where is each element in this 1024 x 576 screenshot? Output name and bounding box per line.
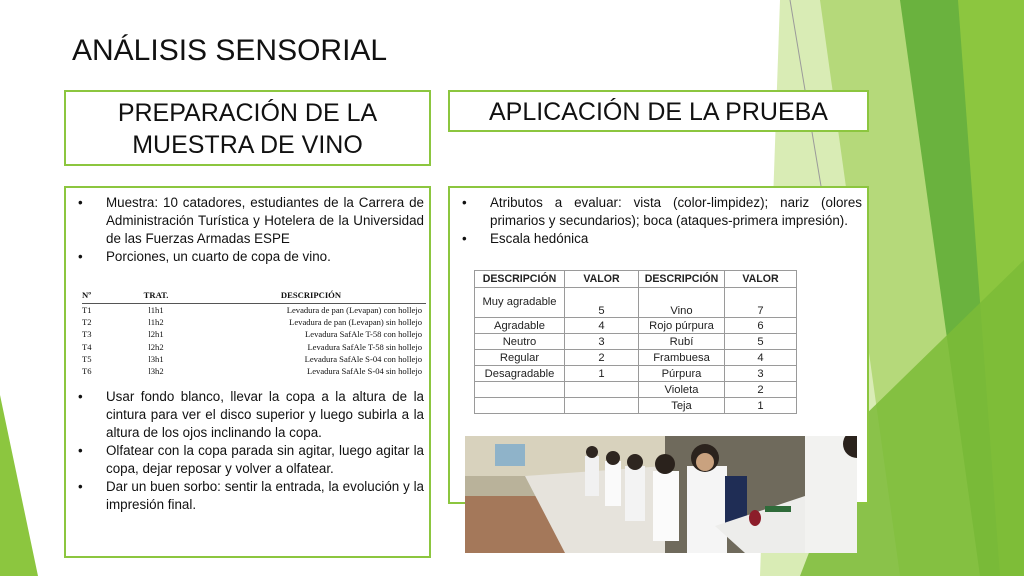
table-cell: Levadura de pan (Levapan) con hollejo: [286, 305, 422, 316]
hedonic-scale-table: [474, 270, 797, 414]
table-cell: T4: [82, 341, 92, 352]
table-cell: Levadura de pan (Levapan) sin hollejo: [289, 317, 422, 328]
table-cell: T6: [82, 366, 92, 377]
table-row: [475, 366, 797, 382]
left-green-stripe: [0, 395, 38, 576]
table-row: [82, 328, 426, 340]
table-row: [475, 288, 797, 318]
table-cell: 1: [565, 366, 639, 382]
table-cell: [475, 398, 565, 414]
left-header-box: [64, 90, 431, 166]
treatment-col-header: Nº: [82, 288, 116, 304]
table-row: [82, 304, 426, 317]
left-bullets-top: [72, 194, 424, 266]
right-header-text: APLICACIÓN DE LA PRUEBA: [488, 98, 828, 126]
table-row: [475, 318, 797, 334]
table-cell: Levadura SafAle S-04 con hollejo: [304, 353, 422, 364]
treatment-col-header: TRAT.: [116, 288, 196, 304]
table-cell: 4: [725, 350, 797, 366]
hedonic-col-header: DESCRIPCIÓN: [475, 271, 565, 288]
table-cell: 6: [725, 318, 797, 334]
table-cell: Púrpura: [639, 366, 725, 382]
table-cell: Muy agradable: [475, 288, 565, 318]
table-cell: l3h1: [148, 353, 164, 364]
table-cell: 4: [565, 318, 639, 334]
table-cell: l2h1: [148, 329, 164, 340]
table-cell: 5: [725, 334, 797, 350]
hedonic-col-header: VALOR: [565, 271, 639, 288]
table-row: [82, 365, 426, 377]
hedonic-col-header: VALOR: [725, 271, 797, 288]
table-row: [475, 350, 797, 366]
table-cell: 3: [565, 334, 639, 350]
table-row: [475, 398, 797, 414]
table-cell: l1h1: [148, 305, 164, 316]
table-cell: T2: [82, 317, 92, 328]
table-cell: [565, 382, 639, 398]
table-row: [82, 316, 426, 328]
table-cell: l2h2: [148, 341, 164, 352]
right-bullets: [456, 194, 862, 248]
table-cell: l3h2: [148, 366, 164, 377]
bullet-item: • Olfatear con la copa parada sin agitar, luego agitar la copa, dejar reposar y volver a olfatear.: [72, 442, 424, 478]
table-cell: 3: [725, 366, 797, 382]
table-cell: [565, 398, 639, 414]
hedonic-col-header: DESCRIPCIÓN: [639, 271, 725, 288]
table-cell: Regular: [475, 350, 565, 366]
table-cell: Neutro: [475, 334, 565, 350]
table-cell: 5: [565, 288, 639, 318]
table-cell: Teja: [639, 398, 725, 414]
table-cell: T5: [82, 353, 92, 364]
table-cell: Vino: [639, 288, 725, 318]
table-cell: Violeta: [639, 382, 725, 398]
table-cell: Levadura SafAle T-58 sin hollejo: [307, 341, 422, 352]
left-header-text: PREPARACIÓN DE LA MUESTRA DE VINO: [117, 99, 378, 159]
table-row: [82, 353, 426, 365]
table-row: [475, 382, 797, 398]
tasting-session-photo: [465, 436, 857, 553]
table-cell: Levadura SafAle T-58 con hollejo: [305, 329, 422, 340]
table-cell: Levadura SafAle S-04 sin hollejo: [306, 366, 422, 377]
left-content-panel: [64, 186, 431, 558]
table-cell: 1: [725, 398, 797, 414]
bullet-item: • Porciones, un cuarto de copa de vino.: [72, 248, 424, 266]
bullet-item: • Usar fondo blanco, llevar la copa a la altura de la cintura para ver el disco superior y luego subirla a la altura de los ojos inclinando la copa.: [72, 388, 424, 442]
table-cell: T3: [82, 329, 92, 340]
bullet-item: • Dar un buen sorbo: sentir la entrada, la evolución y la impresión final.: [72, 478, 424, 514]
treatment-table: [82, 288, 426, 377]
table-cell: 2: [725, 382, 797, 398]
bullet-item: • Escala hedónica: [456, 230, 862, 248]
left-bullets-bottom: [72, 388, 424, 514]
slide-title: ANÁLISIS SENSORIAL: [72, 34, 388, 67]
table-cell: 2: [565, 350, 639, 366]
treatment-col-header: DESCRIPCIÓN: [196, 288, 426, 304]
table-cell: Rubí: [639, 334, 725, 350]
right-header-box: [448, 90, 869, 132]
table-cell: Rojo púrpura: [639, 318, 725, 334]
table-cell: l1h2: [148, 317, 164, 328]
table-cell: 7: [725, 288, 797, 318]
table-cell: Agradable: [475, 318, 565, 334]
table-row: [475, 334, 797, 350]
table-cell: Desagradable: [475, 366, 565, 382]
table-cell: Frambuesa: [639, 350, 725, 366]
table-cell: [475, 382, 565, 398]
table-row: [82, 341, 426, 353]
table-cell: T1: [82, 305, 92, 316]
bullet-item: • Muestra: 10 catadores, estudiantes de la Carrera de Administración Turística y Hotelera de la Universidad de las Fuerzas Armadas ESPE: [72, 194, 424, 248]
bullet-item: • Atributos a evaluar: vista (color-limpidez); nariz (olores primarios y secundarios); boca (ataques-primera impresión).: [456, 194, 862, 230]
